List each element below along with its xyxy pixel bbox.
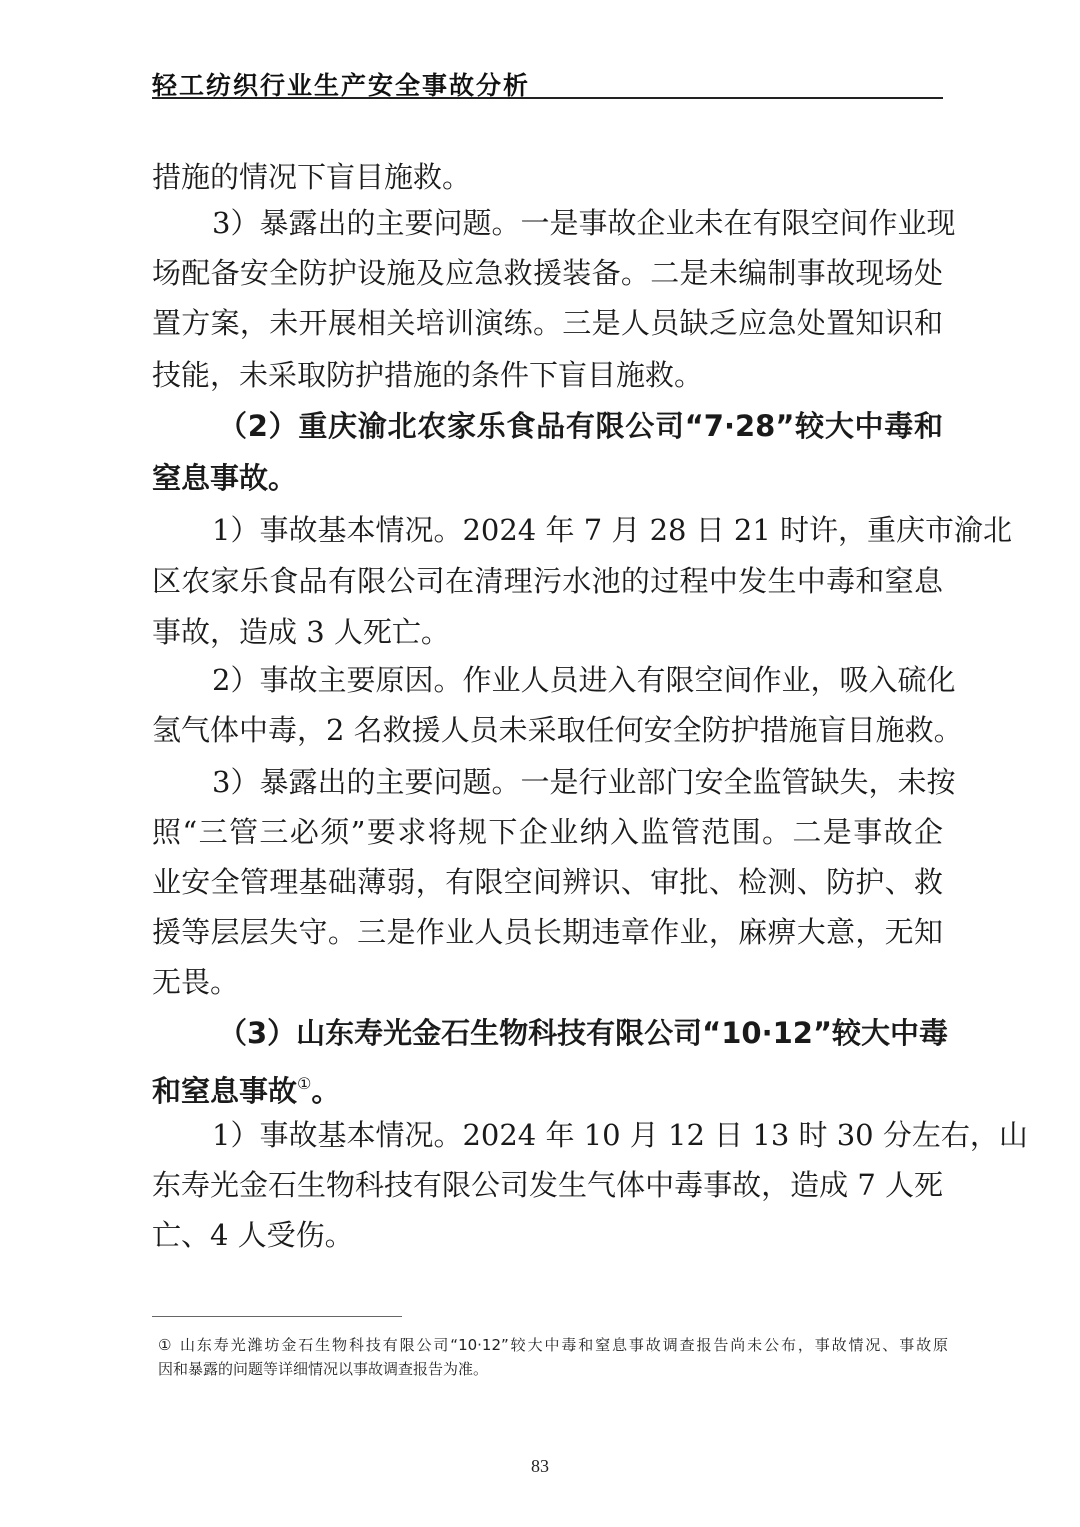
body-line: 置方案，未开展相关培训演练。三是人员缺乏应急处置知识和 <box>152 306 943 340</box>
footnote-text: 山东寿光潍坊金石生物科技有限公司“10·12”较大中毒和窒息事故调查报告尚未公布，事故情况、事故原 <box>180 1336 948 1354</box>
body-line: 业安全管理基础薄弱，有限空间辨识、审批、检测、防护、救 <box>152 865 943 899</box>
footnote-reference[interactable]: ① <box>297 1074 312 1093</box>
body-line: 照“三管三必须”要求将规下企业纳入监管范围。二是事故企 <box>152 815 943 849</box>
footnote-rule <box>152 1316 402 1317</box>
section-heading <box>152 1064 943 1111</box>
body-line: 2）事故主要原因。作业人员进入有限空间作业，吸入硫化 <box>212 663 956 697</box>
body-line: 亡、4 人受伤。 <box>152 1218 354 1252</box>
body-line: 事故，造成 3 人死亡。 <box>152 615 450 649</box>
body-line: 3）暴露出的主要问题。一是事故企业未在有限空间作业现 <box>212 206 956 240</box>
body-line: 1）事故基本情况。2024 年 10 月 12 日 13 时 30 分左右，山 <box>212 1118 1028 1152</box>
body-line: 场配备安全防护设施及应急救援装备。二是未编制事故现场处 <box>152 256 943 290</box>
footnote-line: 因和暴露的问题等详细情况以事故调查报告为准。 <box>158 1360 489 1378</box>
body-line: 援等层层失守。三是作业人员长期违章作业，麻痹大意，无知 <box>152 915 943 949</box>
section-heading: （3）山东寿光金石生物科技有限公司“10·12”较大中毒 <box>218 1016 949 1050</box>
heading-text: 和窒息事故 <box>152 1074 298 1108</box>
section-heading: 窒息事故。 <box>152 461 298 495</box>
footnote-marker: ① <box>158 1336 174 1354</box>
heading-punct: 。 <box>311 1074 341 1108</box>
body-line: 东寿光金石生物科技有限公司发生气体中毒事故，造成 7 人死 <box>152 1168 943 1202</box>
body-line: 措施的情况下盲目施救。 <box>152 160 472 194</box>
footnote-line <box>158 1333 948 1357</box>
running-header: 轻工纺织行业生产安全事故分析 <box>152 71 531 100</box>
body-line: 1）事故基本情况。2024 年 7 月 28 日 21 时许，重庆市渝北 <box>212 513 1013 547</box>
page-number: 83 <box>531 1456 549 1476</box>
section-heading: （2）重庆渝北农家乐食品有限公司“7·28”较大中毒和 <box>218 409 943 443</box>
body-line: 无畏。 <box>152 965 240 999</box>
body-line: 区农家乐食品有限公司在清理污水池的过程中发生中毒和窒息 <box>152 564 943 598</box>
body-line: 3）暴露出的主要问题。一是行业部门安全监管缺失，未按 <box>212 765 956 799</box>
body-line: 氢气体中毒，2 名救援人员未采取任何安全防护措施盲目施救。 <box>152 713 963 747</box>
body-line: 技能，未采取防护措施的条件下盲目施救。 <box>152 358 704 392</box>
header-rule <box>152 97 943 99</box>
